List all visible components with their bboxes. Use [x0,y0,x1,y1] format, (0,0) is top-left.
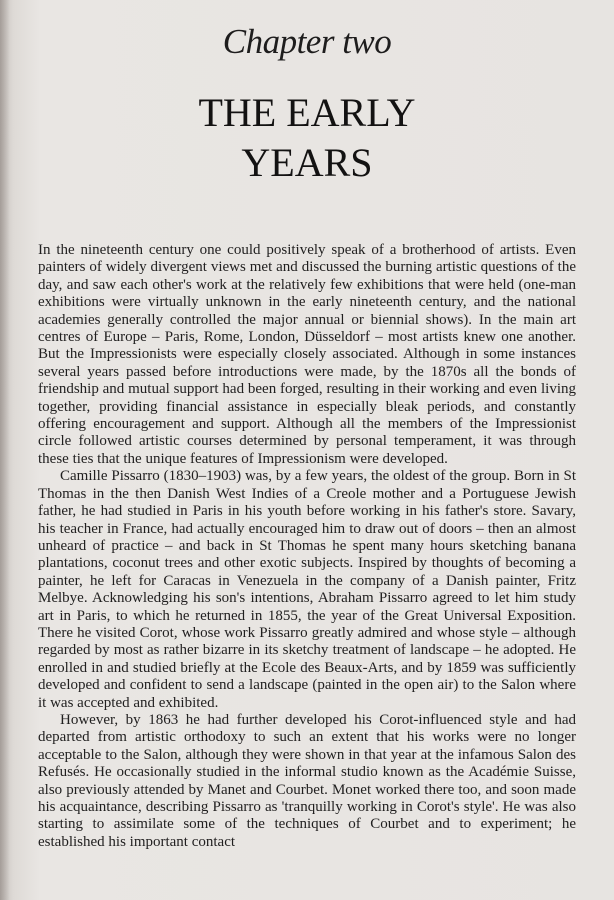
chapter-title [0,88,614,188]
paragraph: In the nineteenth century one could positively speak of a brotherhood of artists. Even painters of widely divergent views met and discussed the burning artistic questions of the day, and saw each other's work at the relatively few exhibitions that were held (one-man exhibitions were virtually unknown in the early nineteenth century, and the national academies generally controlled the major annual or biennial shows). In the main art centres of Europe – Paris, Rome, London, Düsseldorf – most artists knew one another. But the Impressionists were especially closely associated. Although in some instances several years passed before introductions were made, by the 1870s all the bonds of friendship and mutual support had been forged, resulting in their working and even living together, providing financial assistance in especially bleak periods, and constantly offering encouragement and support. Although all the members of the Impressionist circle followed artistic courses determined by personal temperament, it was through these ties that the unique features of Impressionism were developed. [38,242,576,467]
chapter-label: Chapter two [222,22,392,61]
paragraph: Camille Pissarro (1830–1903) was, by a few years, the oldest of the group. Born in St Thomas in the then Danish West Indies of a Creole mother and a Portuguese Jewish father, he had studied in Paris in his youth before working in his father's store. Savary, his teacher in France, had actually encouraged him to draw out of doors – then an almost unheard of practice – and back in St Thomas he spent many hours sketching banana plantations, coconut trees and other exotic subjects. Inspired by thoughts of becoming a painter, he left for Caracas in Venezuela in the company of a Danish painter, Fritz Melbye. Acknowledging his son's intentions, Abraham Pissarro agreed to let him study art in Paris, to which he returned in 1855, the year of the Great Universal Exposition. There he visited Corot, whose work Pissarro greatly admired and whose style – although regarded by most as rather bizarre in its sketchy treatment of landscape – he adopted. He enrolled in and studied briefly at the Ecole des Beaux-Arts, and by 1859 was sufficiently developed and confident to send a landscape (painted in the open air) to the Salon where it was accepted and exhibited. [38,468,576,711]
chapter-body [38,242,576,851]
paragraph: However, by 1863 he had further developed his Corot-influenced style and had departed from artistic orthodoxy to such an extent that his works were no longer acceptable to the Salon, although they were shown in that year at the infamous Salon des Refusés. He occasionally studied in the informal studio known as the Académie Suisse, also previously attended by Manet and Courbet. Monet worked there too, and soon made his acquaintance, describing Pissarro as 'tranquilly working in Corot's style'. He was also starting to assimilate some of the techniques of Courbet and to experiment; he established his important contact [38,711,576,850]
chapter-title-line-1: THE EARLY [198,90,416,135]
chapter-title-line-2: YEARS [241,140,373,185]
